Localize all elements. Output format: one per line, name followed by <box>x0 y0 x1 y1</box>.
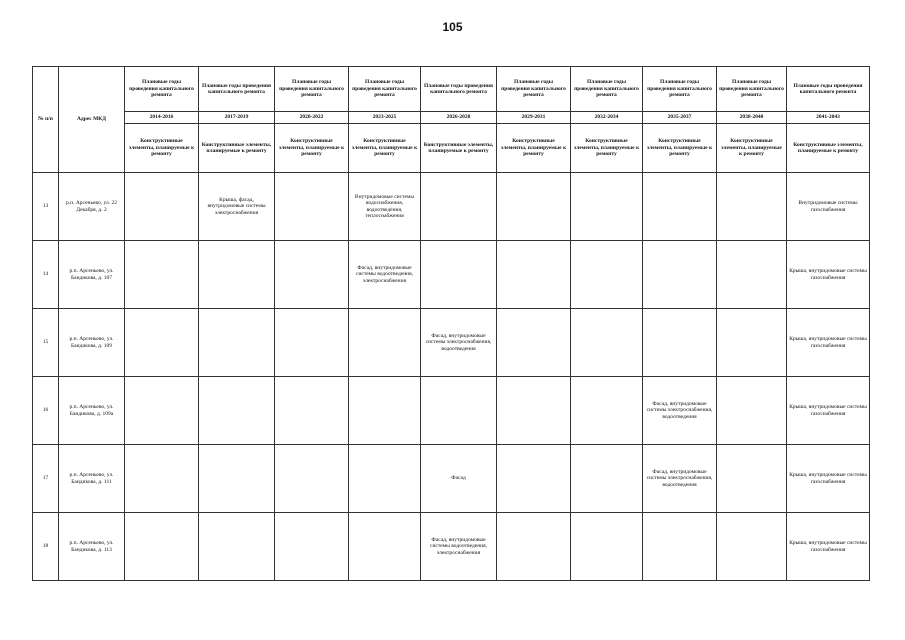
row-address: р.п. Арсеньево, ул. Бандикова, д. 113 <box>59 513 125 581</box>
repair-elements-cell: Крыша, внутридомовые системы газоснабжения <box>787 241 870 309</box>
repair-elements-cell <box>199 513 275 581</box>
repair-elements-cell: Фасад, внутридомовые системы водоотведения, электроснабжения <box>421 513 497 581</box>
repair-elements-cell: Внутридомовые системы водоснабжения, водоотведения, теплоснабжения <box>349 173 421 241</box>
repair-elements-cell <box>349 309 421 377</box>
column-header-elements: Конструктивные элементы, планируемые к ремонту <box>275 124 349 173</box>
repair-elements-cell <box>497 513 571 581</box>
table-row <box>33 445 870 513</box>
repair-elements-cell <box>199 309 275 377</box>
repair-elements-cell: Фасад, внутридомовые системы электроснабжения, водоотведения <box>643 445 717 513</box>
period-range-2041-2043: 2041-2043 <box>787 112 870 124</box>
row-number: 14 <box>33 241 59 309</box>
column-header-elements: Конструктивные элементы, планируемые к ремонту <box>787 124 870 173</box>
row-address: р.п. Арсеньево, ул. Бандикова, д. 109а <box>59 377 125 445</box>
column-header-elements: Конструктивные элементы, планируемые к ремонту <box>199 124 275 173</box>
column-header-elements: Конструктивные элементы, планируемые к ремонту <box>571 124 643 173</box>
column-header-elements: Конструктивные элементы, планируемые к ремонту <box>349 124 421 173</box>
period-range-2032-2034: 2032-2034 <box>571 112 643 124</box>
repair-elements-cell <box>643 513 717 581</box>
column-header-period-label: Плановые годы проведения капитального ремонта <box>421 67 497 112</box>
repair-elements-cell <box>717 513 787 581</box>
period-range-2035-2037: 2035-2037 <box>643 112 717 124</box>
repair-elements-cell <box>571 241 643 309</box>
repair-elements-cell <box>275 241 349 309</box>
repair-elements-cell <box>349 513 421 581</box>
repair-elements-cell <box>275 513 349 581</box>
period-range-2017-2019: 2017-2019 <box>199 112 275 124</box>
repair-elements-cell: Фасад, внутридомовые системы водоотведения, электроснабжения <box>349 241 421 309</box>
repair-elements-cell <box>349 445 421 513</box>
repair-elements-cell <box>571 377 643 445</box>
repair-elements-cell <box>275 173 349 241</box>
repair-elements-cell <box>275 309 349 377</box>
repair-elements-cell <box>717 445 787 513</box>
repair-elements-cell <box>497 241 571 309</box>
table-body <box>33 173 870 581</box>
repair-elements-cell: Фасад <box>421 445 497 513</box>
column-header-period-label: Плановые годы проведения капитального ремонта <box>787 67 870 112</box>
column-header-period-label: Плановые годы проведения капитального ремонта <box>125 67 199 112</box>
repair-elements-cell <box>643 241 717 309</box>
row-number: 13 <box>33 173 59 241</box>
capital-repair-table <box>32 66 870 581</box>
repair-elements-cell <box>497 173 571 241</box>
repair-elements-cell <box>125 513 199 581</box>
column-header-period-label: Плановые годы проведения капитального ремонта <box>349 67 421 112</box>
repair-elements-cell <box>717 309 787 377</box>
column-header-address: Адрес МКД <box>59 67 125 173</box>
row-number: 17 <box>33 445 59 513</box>
repair-elements-cell: Фасад, внутридомовые системы электроснабжения, водоотведения <box>421 309 497 377</box>
period-range-2026-2028: 2026-2028 <box>421 112 497 124</box>
repair-elements-cell <box>571 309 643 377</box>
repair-elements-cell <box>349 377 421 445</box>
repair-elements-cell <box>275 377 349 445</box>
repair-elements-cell <box>421 377 497 445</box>
row-address: р.п. Арсеньево, ул. Бандикова, д. 111 <box>59 445 125 513</box>
period-range-2029-2031: 2029-2031 <box>497 112 571 124</box>
repair-elements-cell <box>125 445 199 513</box>
repair-elements-cell <box>497 445 571 513</box>
column-header-elements: Конструктивные элементы, планируемые к ремонту <box>497 124 571 173</box>
page-number: 105 <box>442 20 463 34</box>
column-header-period-label: Плановые годы проведения капитального ремонта <box>275 67 349 112</box>
repair-elements-cell <box>717 173 787 241</box>
column-header-elements: Конструктивные элементы, планируемые к ремонту <box>717 124 787 173</box>
period-range-2038-2040: 2038-2040 <box>717 112 787 124</box>
repair-elements-cell: Крыша, внутридомовые системы газоснабжения <box>787 445 870 513</box>
column-header-elements: Конструктивные элементы, планируемые к ремонту <box>125 124 199 173</box>
repair-elements-cell <box>497 377 571 445</box>
row-number: 16 <box>33 377 59 445</box>
repair-elements-cell <box>125 377 199 445</box>
repair-elements-cell <box>421 173 497 241</box>
repair-elements-cell: Крыша, внутридомовые системы газоснабжения <box>787 309 870 377</box>
repair-elements-cell <box>125 309 199 377</box>
repair-elements-cell <box>421 241 497 309</box>
table-row <box>33 173 870 241</box>
repair-elements-cell: Крыша, внутридомовые системы газоснабжения <box>787 513 870 581</box>
table-row <box>33 377 870 445</box>
repair-elements-cell <box>643 309 717 377</box>
table-row <box>33 513 870 581</box>
repair-elements-cell <box>717 377 787 445</box>
table-row <box>33 241 870 309</box>
repair-elements-cell <box>497 309 571 377</box>
repair-elements-cell: Крыша, внутридомовые системы газоснабжения <box>787 377 870 445</box>
row-address: р.п. Арсеньево, ул. Бандикова, д. 107 <box>59 241 125 309</box>
repair-elements-cell: Крыша, фасад, внутридомовые системы электроснабжения <box>199 173 275 241</box>
column-header-number: № п/п <box>33 67 59 173</box>
row-number: 18 <box>33 513 59 581</box>
column-header-period-label: Плановые годы проведения капитального ремонта <box>497 67 571 112</box>
column-header-period-label: Плановые годы проведения капитального ремонта <box>643 67 717 112</box>
column-header-elements: Конструктивные элементы, планируемые к ремонту <box>643 124 717 173</box>
period-range-2014-2016: 2014-2016 <box>125 112 199 124</box>
repair-elements-cell <box>643 173 717 241</box>
repair-elements-cell: Фасад, внутридомовые системы электроснабжения, водоотведения <box>643 377 717 445</box>
row-address: р.п. Арсеньево, ул. 22 Декабря, д. 2 <box>59 173 125 241</box>
repair-elements-cell <box>125 173 199 241</box>
row-number: 15 <box>33 309 59 377</box>
repair-elements-cell <box>275 445 349 513</box>
table-row <box>33 309 870 377</box>
repair-elements-cell <box>199 377 275 445</box>
repair-elements-cell <box>571 513 643 581</box>
column-header-period-label: Плановые годы проведения капитального ремонта <box>571 67 643 112</box>
column-header-elements: Конструктивные элементы, планируемые к ремонту <box>421 124 497 173</box>
row-address: р.п. Арсеньево, ул. Бандикова, д. 109 <box>59 309 125 377</box>
column-header-period-label: Плановые годы проведения капитального ремонта <box>717 67 787 112</box>
repair-elements-cell <box>199 445 275 513</box>
repair-elements-cell <box>571 445 643 513</box>
period-range-2023-2025: 2023-2025 <box>349 112 421 124</box>
repair-elements-cell <box>199 241 275 309</box>
repair-elements-cell <box>717 241 787 309</box>
repair-elements-cell: Внутридомовые системы газоснабжения <box>787 173 870 241</box>
column-header-period-label: Плановые годы проведения капитального ремонта <box>199 67 275 112</box>
period-range-2020-2022: 2020-2022 <box>275 112 349 124</box>
repair-elements-cell <box>125 241 199 309</box>
repair-elements-cell <box>571 173 643 241</box>
